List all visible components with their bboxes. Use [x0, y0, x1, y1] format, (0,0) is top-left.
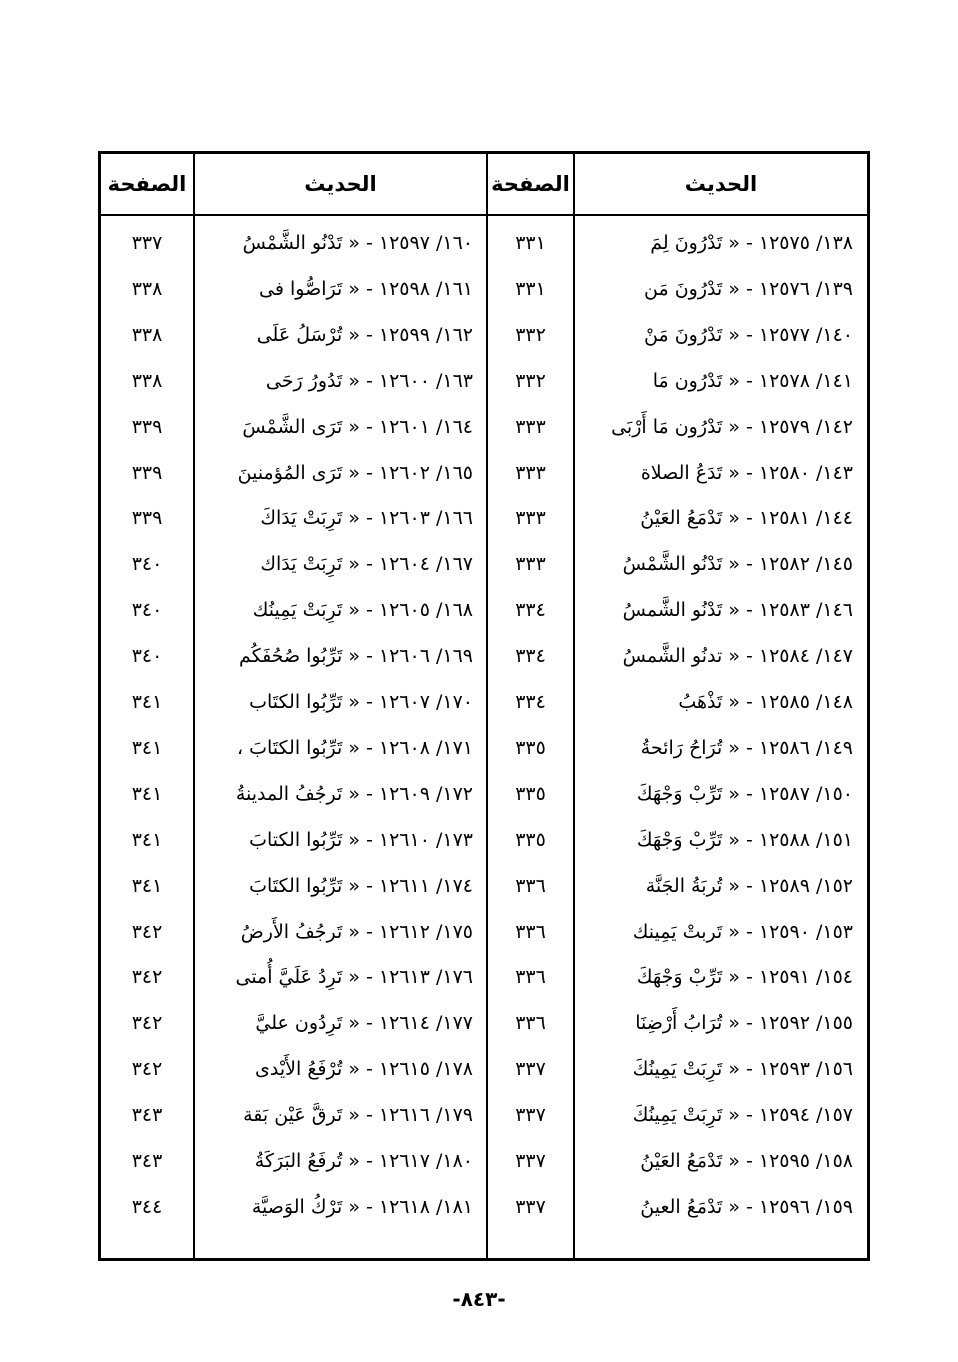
page-ref-left: ٣٤٠: [131, 599, 163, 621]
hadith-entry-right: ١٤١/ ١٢٥٧٨ - « تَدْرُون مَا: [652, 370, 853, 392]
page-ref-left: ٣٣٩: [131, 462, 163, 484]
hadith-entry-left: ١٨١/ ١٢٦١٨ - « تَرْكُ الوَصيَّة: [251, 1196, 473, 1218]
page-ref-left: ٣٤٢: [131, 1058, 163, 1080]
hadith-entry-left: ١٦٣/ ١٢٦٠٠ - « تَدُورُ رَحَى: [265, 370, 473, 392]
page-ref-left: ٣٤٣: [131, 1150, 163, 1172]
hadith-entry-right: ١٤٣/ ١٢٥٨٠ - « تَدَعُ الصلاة: [640, 462, 853, 484]
hadith-entry-left: ١٨٠/ ١٢٦١٧ - « تُرفَعُ البَرَكَةُ: [254, 1150, 473, 1172]
hadith-entry-left: ١٦٤/ ١٢٦٠١ - « تَرَى الشَّمْسَ: [242, 416, 473, 438]
page-ref-left: ٣٣٨: [131, 324, 163, 346]
page-ref-right: ٣٣٣: [515, 416, 546, 438]
hadith-entry-left: ١٧٦/ ١٢٦١٣ - « تَرِدُ عَلَيَّ أُمتى: [235, 966, 473, 988]
page-ref-right: ٣٣٧: [515, 1196, 546, 1218]
header-divider: [101, 214, 867, 216]
hadith-entry-left: ١٧٠/ ١٢٦٠٧ - « تَرِّبُوا الكتَاب: [249, 691, 473, 713]
header-hadith-right: الحديث: [684, 172, 758, 196]
page-ref-right: ٣٣٦: [515, 921, 546, 943]
hadith-entry-right: ١٤٩/ ١٢٥٨٦ - « تُرَاحُ رَائحةُ: [640, 737, 853, 759]
hadith-entry-right: ١٤٦/ ١٢٥٨٣ - « تَدْنُو الشَّمسُ: [622, 599, 853, 621]
page-ref-left: ٣٤٢: [131, 966, 163, 988]
hadith-entry-right: ١٥٠/ ١٢٥٨٧ - « تَرِّبْ وَجْهَكَ: [636, 783, 853, 805]
page-ref-left: ٣٣٧: [131, 232, 163, 254]
hadith-entry-left: ١٧٨/ ١٢٦١٥ - « تُرْفَعُ الأَيْدى: [255, 1058, 473, 1080]
page-ref-right: ٣٣٧: [515, 1104, 546, 1126]
page-ref-right: ٣٣٢: [515, 324, 546, 346]
hadith-entry-right: ١٤٢/ ١٢٥٧٩ - « تَدْرُون مَا أَرْبَى: [611, 416, 853, 438]
page-ref-left: ٣٤١: [131, 691, 163, 713]
hadith-entry-left: ١٧٢/ ١٢٦٠٩ - « تَرجُفُ المدينةُ: [235, 783, 473, 805]
hadith-entry-left: ١٧٩/ ١٢٦١٦ - « تَرقَّ عَيْن بَقة: [243, 1104, 473, 1126]
page-ref-right: ٣٣٥: [515, 783, 546, 805]
header-hadith-left: الحديث: [304, 172, 377, 196]
page-ref-left: ٣٣٩: [131, 507, 163, 529]
hadith-entry-right: ١٤٥/ ١٢٥٨٢ - « تَدْنُو الشَّمْسُ: [622, 553, 853, 575]
page-ref-left: ٣٤٤: [131, 1196, 163, 1218]
hadith-entry-right: ١٤٨/ ١٢٥٨٥ - « تَذْهَبُ: [678, 691, 853, 713]
hadith-entry-left: ١٦٥/ ١٢٦٠٢ - « تَرَى المُؤمنينَ: [237, 462, 473, 484]
hadith-entry-right: ١٥٤/ ١٢٥٩١ - « تَرِّبْ وَجْهَكَ: [636, 966, 853, 988]
page-ref-left: ٣٤١: [131, 829, 163, 851]
hadith-entry-left: ١٧١/ ١٢٦٠٨ - « تَرِّبُوا الكتَابَ ،: [236, 737, 473, 759]
page-ref-left: ٣٣٩: [131, 416, 163, 438]
hadith-entry-left: ١٦٩/ ١٢٦٠٦ - « تَرِّبُوا صُحُفَكُم: [238, 645, 473, 667]
page-ref-right: ٣٣٣: [515, 462, 546, 484]
page-number: -٨٤٣-: [452, 1287, 506, 1311]
index-table: [98, 151, 870, 1261]
page-ref-right: ٣٣٥: [515, 829, 546, 851]
page-ref-right: ٣٣٧: [515, 1150, 546, 1172]
page-ref-right: ٣٣٣: [515, 507, 546, 529]
page-ref-left: ٣٤٣: [131, 1104, 163, 1126]
page-ref-right: ٣٣٣: [515, 553, 546, 575]
page-ref-right: ٣٣٧: [515, 1058, 546, 1080]
hadith-entry-right: ١٥٣/ ١٢٥٩٠ - « تَربتْ يَمِينك: [632, 921, 853, 943]
hadith-entry-left: ١٦١/ ١٢٥٩٨ - « تَرَاصُّوا فى: [259, 278, 473, 300]
page-ref-right: ٣٣١: [515, 232, 546, 254]
page-ref-left: ٣٤٠: [131, 553, 163, 575]
hadith-entry-right: ١٤٤/ ١٢٥٨١ - « تَدْمَعُ العَيْنُ: [640, 507, 853, 529]
page-ref-left: ٣٤١: [131, 875, 163, 897]
hadith-entry-right: ١٥٢/ ١٢٥٨٩ - « تُربَةُ الجَنَّة: [645, 875, 853, 897]
page-ref-left: ٣٣٨: [131, 370, 163, 392]
hadith-entry-right: ١٥١/ ١٢٥٨٨ - « تَرِّبْ وَجْهَكَ: [636, 829, 853, 851]
hadith-entry-right: ١٥٦/ ١٢٥٩٣ - « تَرِبَتْ يَمِينُكَ: [632, 1058, 853, 1080]
page-ref-left: ٣٤٢: [131, 921, 163, 943]
hadith-entry-left: ١٧٣/ ١٢٦١٠ - « تَرِّبُوا الكتابَ: [249, 829, 473, 851]
hadith-entry-left: ١٧٥/ ١٢٦١٢ - « تَرجُفُ الأَرضُ: [240, 921, 473, 943]
hadith-entry-left: ١٧٧/ ١٢٦١٤ - « تَرِدُون عليَّ: [255, 1012, 473, 1034]
hadith-entry-right: ١٣٨/ ١٢٥٧٥ - « تَدْرُونَ لِمَ: [650, 232, 853, 254]
hadith-entry-right: ١٥٧/ ١٢٥٩٤ - « تَرِبَتْ يَمِينُكَ: [632, 1104, 853, 1126]
hadith-entry-right: ١٥٥/ ١٢٥٩٢ - « تُرَابُ أَرْضِنَا: [635, 1012, 853, 1034]
hadith-entry-left: ١٦٢/ ١٢٥٩٩ - « تُرْسَلُ عَلَى: [256, 324, 473, 346]
page-ref-right: ٣٣٦: [515, 1012, 546, 1034]
page-ref-right: ٣٣٥: [515, 737, 546, 759]
hadith-entry-left: ١٦٨/ ١٢٦٠٥ - « تَرِبَتْ يَمِينُك: [252, 599, 473, 621]
page-ref-right: ٣٣٦: [515, 966, 546, 988]
page-ref-right: ٣٣٤: [515, 599, 546, 621]
hadith-entry-left: ١٦٠/ ١٢٥٩٧ - « تَدْنُو الشَّمْسُ: [242, 232, 473, 254]
hadith-entry-right: ١٤٠/ ١٢٥٧٧ - « تَدْرُونَ مَنْ: [644, 324, 853, 346]
hadith-entry-right: ١٥٩/ ١٢٥٩٦ - « تَدْمَعُ العينُ: [640, 1196, 853, 1218]
hadith-entry-right: ١٣٩/ ١٢٥٧٦ - « تَدْرُونَ مَن: [644, 278, 853, 300]
page-ref-right: ٣٣٢: [515, 370, 546, 392]
hadith-entry-left: ١٦٦/ ١٢٦٠٣ - « تَرِبَتْ يَدَاكَ: [260, 507, 473, 529]
page-ref-left: ٣٣٨: [131, 278, 163, 300]
page-ref-left: ٣٤١: [131, 737, 163, 759]
page-ref-right: ٣٣٤: [515, 691, 546, 713]
page-ref-right: ٣٣١: [515, 278, 546, 300]
hadith-entry-right: ١٥٨/ ١٢٥٩٥ - « تَدْمَعُ العَيْنُ: [640, 1150, 853, 1172]
header-page-left: الصفحة: [107, 172, 187, 196]
hadith-entry-left: ١٦٧/ ١٢٦٠٤ - « تَرِبَتْ يَدَاك: [260, 553, 473, 575]
page-ref-left: ٣٤٠: [131, 645, 163, 667]
hadith-entry-right: ١٤٧/ ١٢٥٨٤ - « تدنُو الشَّمسُ: [622, 645, 853, 667]
page-ref-right: ٣٣٦: [515, 875, 546, 897]
hadith-entry-left: ١٧٤/ ١٢٦١١ - « تَرِّبُوا الكتَابَ: [249, 875, 473, 897]
page-ref-left: ٣٤٢: [131, 1012, 163, 1034]
header-page-right: الصفحة: [491, 172, 570, 196]
page-ref-left: ٣٤١: [131, 783, 163, 805]
page-ref-right: ٣٣٤: [515, 645, 546, 667]
